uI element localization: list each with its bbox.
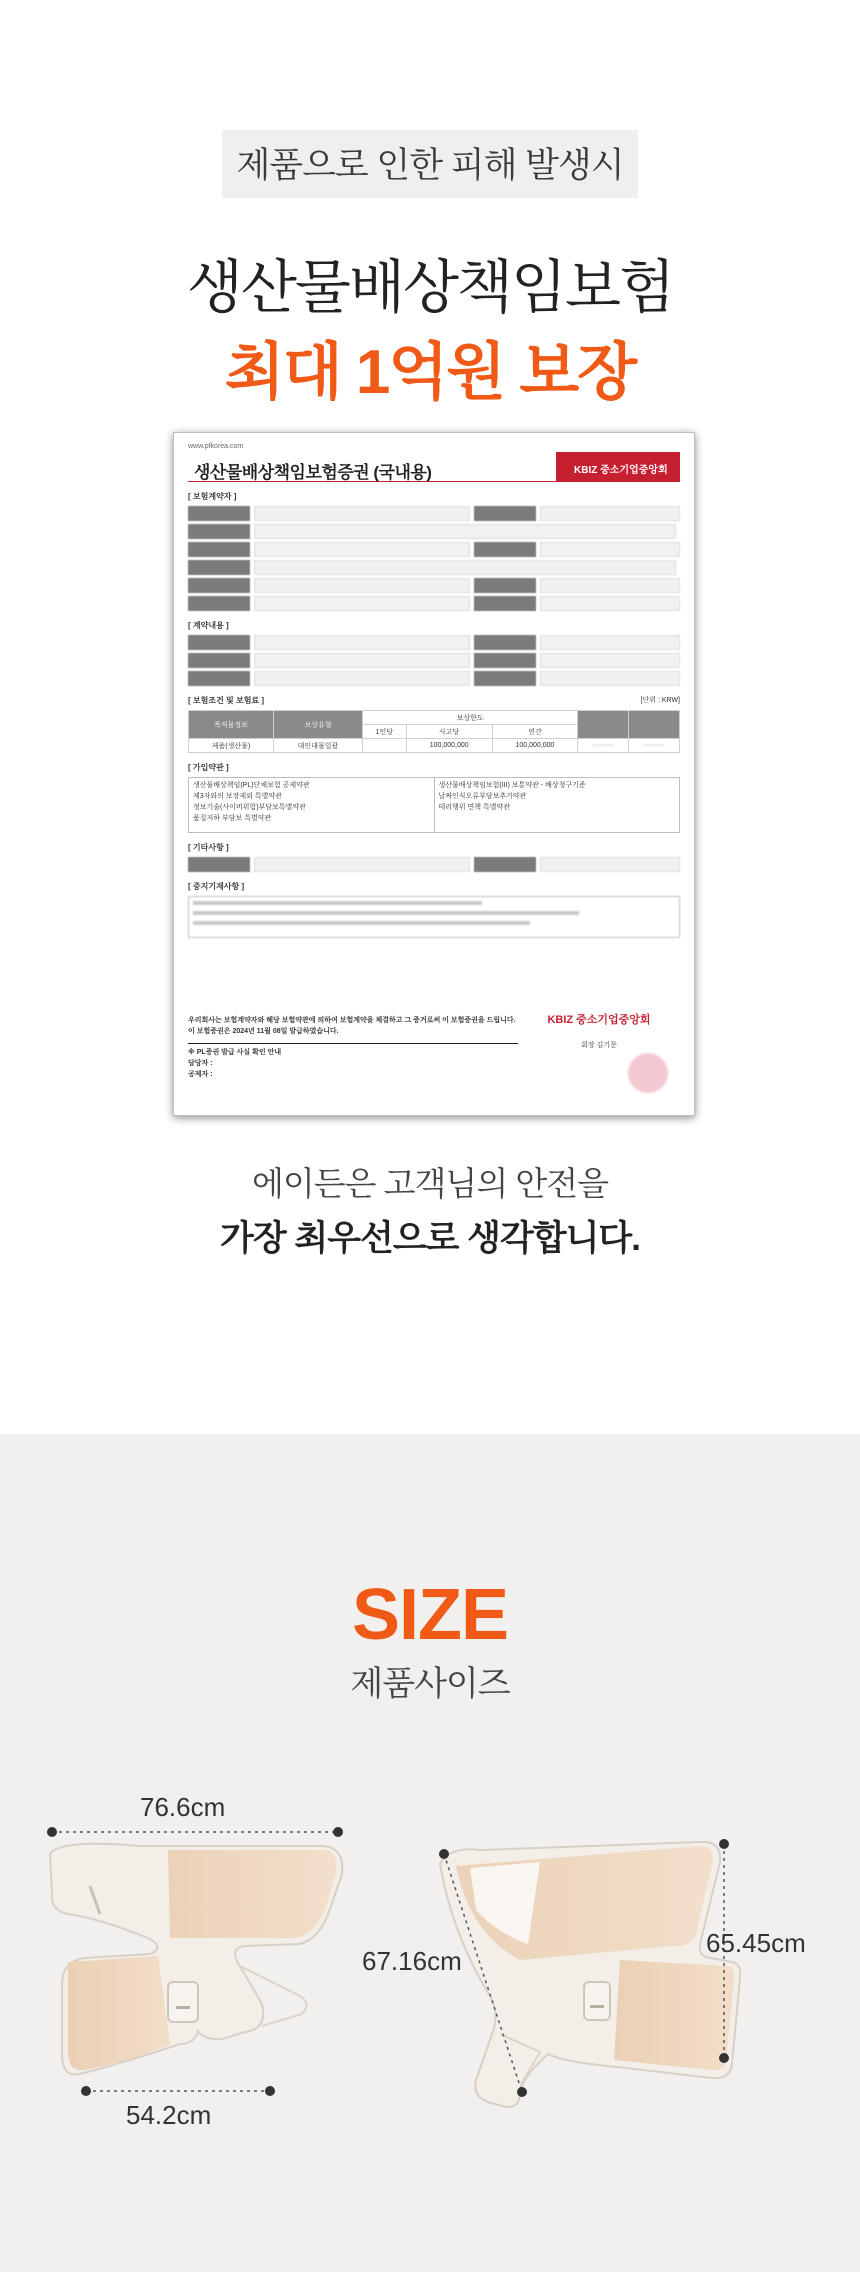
kbiz-signature <box>524 1015 674 1051</box>
product-front <box>50 1844 342 2075</box>
coverage-header: 연간 <box>492 725 578 739</box>
blurred-cell: ——— <box>629 739 680 753</box>
diagonal-label: 67.16cm <box>362 1946 462 1976</box>
footer-contact: 담당자 : <box>188 1060 213 1067</box>
term-item: 날짜인식오류부담보추가약관 <box>438 793 527 800</box>
tagline <box>0 130 860 198</box>
footer-divider <box>188 1043 518 1044</box>
kbiz-sign: 회장 김기문 <box>581 1042 617 1049</box>
coverage-cell: 제품(생산물) <box>189 739 274 753</box>
blurred-row <box>188 857 680 872</box>
certificate-footer <box>188 1015 680 1107</box>
section-notice: [ 중지기재사항 ] <box>188 882 245 891</box>
contract-rows <box>188 635 680 686</box>
blurred-row <box>188 524 680 539</box>
footer-note: 우리회사는 보험계약자와 해당 보험약관에 의하여 보험계약을 체결하고 그 증거로써 이 보험증권을 드립니다. 이 보험증권은 2024년 11월 08일 발급하였습니다. <box>188 1017 516 1035</box>
size-title: SIZE <box>351 1575 509 1655</box>
right-height-label: 65.45cm <box>706 1928 806 1958</box>
terms-right-column <box>434 778 680 832</box>
dimension-top-width <box>47 1827 343 1837</box>
size-subtitle: 제품사이즈 <box>350 1665 510 1703</box>
size-section <box>0 1434 860 2272</box>
coverage-header: 보상유형 <box>273 711 362 739</box>
safety-message-line2: 가장 최우선으로 생각합니다. <box>220 1219 640 1258</box>
blurred-row <box>188 653 680 668</box>
coverage-cell: 대인대물일괄 <box>273 739 362 753</box>
term-item: 품질저하 부담보 특별약관 <box>193 815 272 822</box>
blurred-row <box>188 542 680 557</box>
coverage-header: 목적물정보 <box>189 711 274 739</box>
bottom-width-label: 54.2cm <box>126 2100 212 2130</box>
blurred-header <box>629 711 680 739</box>
terms-box <box>188 777 680 833</box>
blurred-row <box>188 635 680 650</box>
term-item: 테러행위 면책 특별약관 <box>438 804 511 811</box>
footer-guide: ※ PL증권 발급 사실 확인 안내 <box>188 1049 282 1056</box>
blurred-row <box>188 506 680 521</box>
terms-left-column <box>189 778 434 832</box>
unit-label: [단위 : KRW] <box>640 697 680 704</box>
section-contract: [ 계약내용 ] <box>188 621 229 630</box>
tagline-text: 제품으로 인한 피해 발생시 <box>222 130 637 198</box>
section-terms: [ 가입약관 ] <box>188 763 229 772</box>
certificate-url: www.pfkorea.com <box>188 443 244 450</box>
coverage-table <box>188 710 680 753</box>
kbiz-name: KBIZ 중소기업중앙회 <box>547 1014 651 1026</box>
term-item: 생산물배상책임보험(III) 보통약관 - 배상청구기준 <box>438 782 586 789</box>
insurance-certificate <box>173 432 695 1116</box>
coverage-header: 보상한도 <box>362 711 577 725</box>
term-item: 생산물배상책임(PL)단체보험 공제약관 <box>193 782 310 789</box>
coverage-header: 1인당 <box>362 725 406 739</box>
blurred-row <box>188 596 680 611</box>
coverage-amount-headline: 최대 1억원 보장 <box>224 338 636 407</box>
dimension-bottom-width <box>81 2086 275 2096</box>
seal-stamp <box>628 1053 668 1093</box>
section-coverage-label: [ 보험조건 및 보험료 ] <box>188 696 265 705</box>
coverage-header: 사고당 <box>406 725 492 739</box>
safety-message-line1: 에이든은 고객님의 안전을 <box>252 1165 608 1202</box>
term-item: 정보기술(사이버위험)부담보특별약관 <box>193 804 306 811</box>
coverage-cell: 100,000,000 <box>492 739 578 753</box>
certificate-header <box>188 452 680 482</box>
blurred-row <box>188 671 680 686</box>
other-rows <box>188 857 680 872</box>
coverage-cell: 100,000,000 <box>406 739 492 753</box>
insured-rows <box>188 506 680 611</box>
coverage-cell <box>362 739 406 753</box>
kbiz-badge: KBIZ 중소기업중앙회 <box>556 452 680 481</box>
term-item: 제3자와의 보장제외 특별약관 <box>193 793 282 800</box>
product-side <box>440 1842 740 2107</box>
blurred-row <box>188 560 680 575</box>
product-illustration <box>0 1734 860 2234</box>
footer-contact: 공제자 : <box>188 1071 213 1078</box>
certificate-title: 생산물배상책임보험증권 (국내용) <box>194 463 432 482</box>
product-size-figure <box>0 1734 860 2234</box>
blurred-cell: ——— <box>578 739 629 753</box>
notice-box <box>188 896 680 938</box>
blurred-header <box>578 711 629 739</box>
top-width-label: 76.6cm <box>140 1792 226 1822</box>
section-other: [ 기타사항 ] <box>188 843 229 852</box>
blurred-row <box>188 578 680 593</box>
section-insured: [ 보험계약자 ] <box>188 492 237 501</box>
section-coverage <box>188 695 680 706</box>
insurance-title: 생산물배상책임보험 <box>186 255 674 320</box>
